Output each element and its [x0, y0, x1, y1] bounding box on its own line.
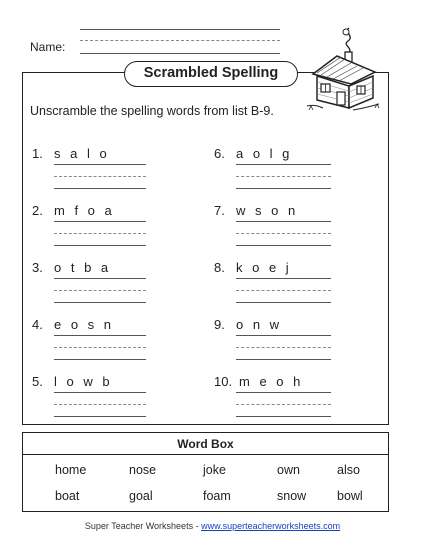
word-box-word: foam	[203, 489, 231, 503]
name-line-top	[80, 29, 280, 30]
answer-line-middle	[236, 347, 331, 348]
word-box-word: joke	[203, 463, 226, 477]
word-box-word: goal	[129, 489, 153, 503]
scrambled-letters: a o l g	[236, 146, 293, 161]
answer-line-middle	[54, 404, 146, 405]
word-box-word: nose	[129, 463, 157, 477]
scrambled-letters: o n w	[236, 317, 283, 332]
answer-line-top	[236, 278, 331, 279]
answer-line-middle	[236, 404, 331, 405]
item-number: 3.	[32, 260, 43, 275]
answer-line-top	[54, 278, 146, 279]
item-number: 10.	[214, 374, 233, 389]
word-box	[22, 432, 389, 512]
answer-line-middle	[236, 176, 331, 177]
scrambled-letters: l o w b	[54, 374, 113, 389]
scramble-item-7	[214, 203, 344, 253]
scramble-item-8	[214, 260, 344, 310]
instructions: Unscramble the spelling words from list B-9.	[30, 104, 274, 118]
house-icon	[305, 26, 383, 114]
answer-line-top	[54, 392, 146, 393]
scramble-item-10	[214, 374, 344, 424]
footer-credit: Super Teacher Worksheets -	[84, 521, 202, 531]
item-number: 1.	[32, 146, 43, 161]
word-box-word: own	[277, 463, 300, 477]
word-box-word: boat	[55, 489, 80, 503]
worksheet-title: Scrambled Spelling	[124, 61, 298, 87]
answer-line-top	[54, 221, 146, 222]
scrambled-letters: e o s n	[54, 317, 115, 332]
scramble-item-2	[32, 203, 162, 253]
answer-line-top	[236, 164, 331, 165]
scramble-item-4	[32, 317, 162, 367]
answer-writing-line[interactable]	[236, 245, 331, 246]
answer-line-top	[236, 221, 331, 222]
answer-writing-line[interactable]	[54, 245, 146, 246]
answer-line-top	[236, 335, 331, 336]
word-box-title: Word Box	[177, 437, 234, 451]
name-label: Name:	[30, 40, 66, 54]
footer-link[interactable]: www.superteacherworksheets.com	[201, 521, 341, 531]
item-number: 9.	[214, 317, 225, 332]
answer-writing-line[interactable]	[54, 188, 146, 189]
answer-line-middle	[54, 290, 146, 291]
scrambled-letters: m e o h	[239, 374, 304, 389]
scramble-item-1	[32, 146, 162, 196]
item-number: 6.	[214, 146, 225, 161]
name-area	[30, 26, 260, 56]
answer-writing-line[interactable]	[236, 416, 331, 417]
answer-writing-line[interactable]	[54, 302, 146, 303]
scramble-item-5	[32, 374, 162, 424]
scrambled-letters: m f o a	[54, 203, 115, 218]
scrambled-letters: k o e j	[236, 260, 292, 275]
answer-line-middle	[54, 176, 146, 177]
answer-line-middle	[54, 347, 146, 348]
scramble-item-3	[32, 260, 162, 310]
answer-line-top	[236, 392, 331, 393]
answer-line-top	[54, 164, 146, 165]
item-number: 2.	[32, 203, 43, 218]
footer	[0, 521, 425, 531]
item-number: 8.	[214, 260, 225, 275]
item-number: 7.	[214, 203, 225, 218]
scramble-item-9	[214, 317, 344, 367]
answer-writing-line[interactable]	[236, 359, 331, 360]
scrambled-letters: s a l o	[54, 146, 110, 161]
answer-writing-line[interactable]	[236, 302, 331, 303]
scrambled-letters: o t b a	[54, 260, 112, 275]
answer-line-middle	[236, 233, 331, 234]
word-box-word: home	[55, 463, 87, 477]
answer-writing-line[interactable]	[54, 416, 146, 417]
word-box-divider	[23, 454, 388, 455]
item-number: 4.	[32, 317, 43, 332]
answer-line-middle	[54, 233, 146, 234]
name-line-middle	[80, 40, 280, 41]
word-box-word: also	[337, 463, 360, 477]
answer-writing-line[interactable]	[236, 188, 331, 189]
answer-writing-line[interactable]	[54, 359, 146, 360]
answer-line-middle	[236, 290, 331, 291]
scrambled-letters: w s o n	[236, 203, 299, 218]
scramble-item-6	[214, 146, 344, 196]
name-writing-line[interactable]	[80, 53, 280, 54]
word-box-word: snow	[277, 489, 307, 503]
answer-line-top	[54, 335, 146, 336]
item-number: 5.	[32, 374, 43, 389]
word-box-word: bowl	[337, 489, 363, 503]
